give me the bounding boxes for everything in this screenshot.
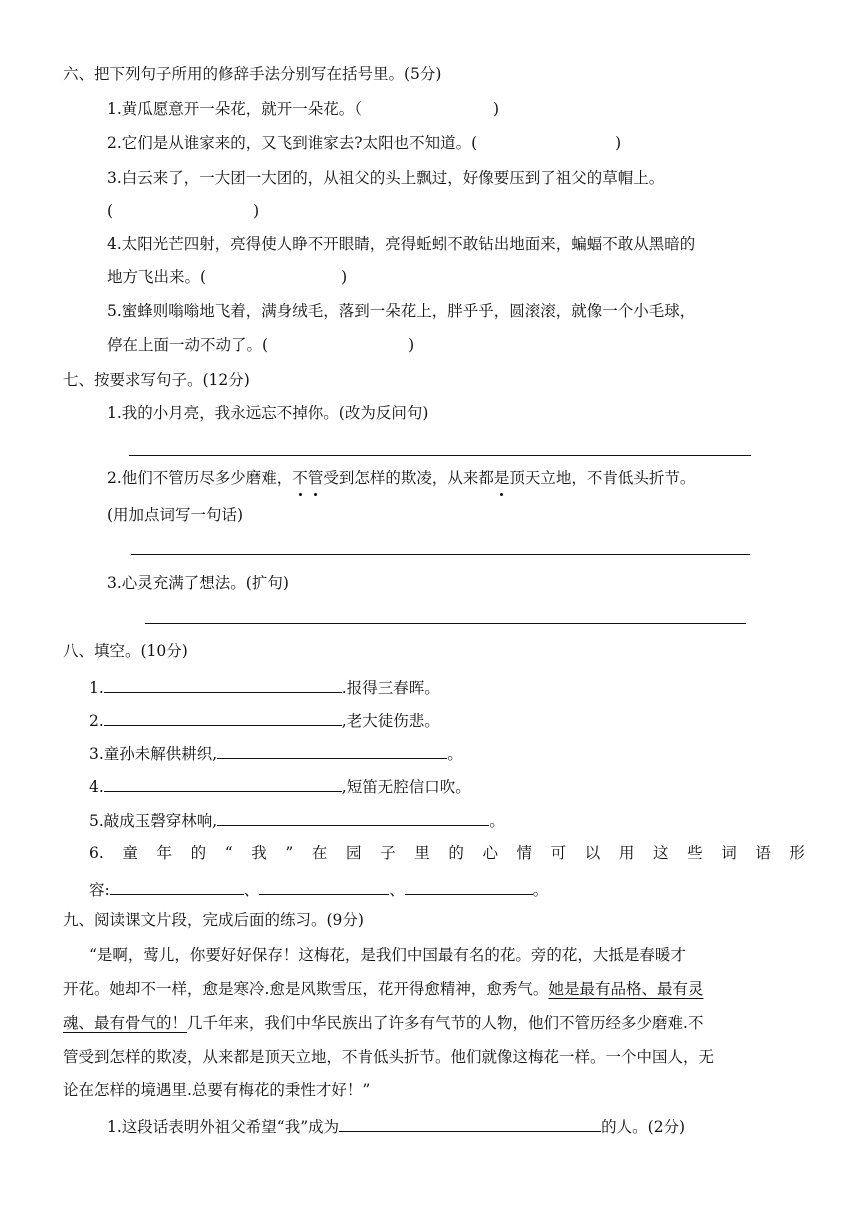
underlined-sentence: 她是最有品格、最有灵 bbox=[548, 980, 704, 998]
sec8-question-3 bbox=[89, 740, 463, 765]
q6-char: 情 bbox=[516, 844, 533, 862]
sec6-q5-text: 停在上面一动不动了。( bbox=[107, 336, 269, 354]
close-paren: ) bbox=[408, 336, 415, 354]
q-number: 2. bbox=[89, 712, 104, 730]
passage-text: 开花。她却不一样，愈是寒冷.愈是风欺雪压，花开得愈精神，愈秀气。 bbox=[63, 980, 549, 998]
section-6-title: 六、把下列句子所用的修辞手法分别写在括号里。(5分) bbox=[63, 65, 442, 83]
q6-char: 以 bbox=[584, 844, 601, 862]
q6-char: 年 bbox=[156, 844, 173, 862]
sec6-q4-line2 bbox=[107, 266, 347, 288]
underlined-sentence: 魂、最有骨气的！ bbox=[63, 1014, 188, 1032]
section-8-title: 八、填空。(10分) bbox=[63, 642, 188, 660]
q6-char: 园 bbox=[346, 844, 362, 862]
sec7-question-1: 1.我的小月亮，我永远忘不掉你。(改为反问句) bbox=[107, 404, 429, 422]
q6-char: 在 bbox=[311, 844, 328, 862]
q6-char: 这 bbox=[652, 844, 669, 862]
q6-char: 心 bbox=[482, 844, 498, 862]
q6-char: 可 bbox=[550, 844, 567, 862]
dotted-word-char: 是 bbox=[493, 469, 510, 487]
q-text: 。 bbox=[447, 745, 463, 763]
q-text: ,老大徒伤悲。 bbox=[341, 712, 440, 730]
passage-line-1: “是啊，莺儿，你要好好保存！这梅花，是我们中国最有名的花。旁的花，大抵是春暖才 bbox=[89, 946, 686, 964]
q-number: 4. bbox=[89, 778, 104, 796]
sec7-question-3: 3.心灵充满了想法。(扩句) bbox=[107, 574, 289, 592]
sec6-q5-line1: 5.蜜蜂则嗡嗡地飞着，满身绒毛，落到一朵花上，胖乎乎，圆滚滚，就像一个小毛球， bbox=[107, 302, 696, 320]
q-text: 3.童孙未解供耕织, bbox=[89, 745, 218, 763]
q6-char: 词 bbox=[721, 844, 737, 862]
sec6-q2-text: 2.它们是从谁家来的，又飞到谁家去?太阳也不知道。( bbox=[107, 134, 478, 152]
sec6-question-1 bbox=[107, 98, 499, 120]
sec6-q3-line2 bbox=[107, 200, 259, 222]
separator: 、 bbox=[243, 881, 260, 899]
close-paren: ) bbox=[493, 100, 500, 118]
fill-blank[interactable] bbox=[217, 807, 489, 826]
separator: 、 bbox=[389, 881, 405, 899]
passage-line-2 bbox=[63, 978, 703, 1000]
section-7-title: 七、按要求写句子。(12分) bbox=[63, 371, 250, 389]
sec6-question-2 bbox=[107, 132, 621, 154]
q2-text-c: 顶天立地，不肯低头折节。 bbox=[509, 469, 696, 487]
q6-char: 子 bbox=[380, 844, 396, 862]
close-paren: ) bbox=[341, 268, 348, 286]
answer-line[interactable] bbox=[129, 455, 751, 456]
fill-blank[interactable] bbox=[217, 740, 447, 759]
q-text: .报得三春晖。 bbox=[341, 679, 440, 697]
fill-blank[interactable] bbox=[104, 707, 342, 726]
q-text: 容: bbox=[89, 881, 110, 899]
sec8-question-4 bbox=[89, 773, 471, 798]
close-paren: ) bbox=[253, 202, 260, 220]
fill-blank[interactable] bbox=[405, 876, 533, 895]
sec6-q4-text: 地方飞出来。( bbox=[107, 268, 207, 286]
q-text: 。 bbox=[532, 881, 549, 899]
dotted-word-char: 不 bbox=[292, 469, 308, 487]
fill-blank[interactable] bbox=[259, 876, 389, 895]
section-9-title: 九、阅读课文片段，完成后面的练习。(9分) bbox=[63, 911, 364, 929]
sec7-q2-note: (用加点词写一句话) bbox=[107, 506, 244, 524]
sec6-q5-line2 bbox=[107, 334, 414, 356]
q6-char: 童 bbox=[122, 844, 138, 862]
fill-blank[interactable] bbox=[104, 773, 342, 792]
q6-char: 我 bbox=[251, 844, 267, 862]
passage-line-4: 管受到怎样的欺凌，从来都是顶天立地，不肯低头折节。他们就像这梅花一样。一个中国人，无 bbox=[63, 1048, 715, 1066]
q-text: 5.敲成玉磬穿林响, bbox=[89, 812, 218, 830]
q2-text-a: 2.他们不管历尽多少磨难， bbox=[107, 469, 293, 487]
sec8-question-2 bbox=[89, 707, 440, 732]
q6-char: ” bbox=[285, 844, 294, 862]
close-paren: ) bbox=[615, 134, 622, 152]
q2-text-b: 受到怎样的欺凌，从来都 bbox=[323, 469, 494, 487]
answer-line[interactable] bbox=[145, 623, 746, 624]
q6-char: 的 bbox=[448, 844, 464, 862]
fill-blank[interactable] bbox=[104, 674, 342, 693]
sec8-question-1 bbox=[89, 674, 440, 699]
q6-char: 语 bbox=[755, 844, 771, 862]
q-text: 。 bbox=[489, 812, 505, 830]
sec8-question-6-line2 bbox=[89, 876, 548, 901]
q6-char: 形 bbox=[789, 844, 805, 862]
open-paren: ( bbox=[107, 202, 114, 220]
sec8-question-6-line1 bbox=[89, 842, 805, 864]
sec7-question-2 bbox=[107, 467, 695, 489]
q-number: 1. bbox=[89, 679, 104, 697]
q6-char: “ bbox=[224, 844, 233, 862]
q6-char: 6. bbox=[89, 844, 104, 862]
sec6-q3-line1: 3.白云来了，一大团一大团的，从祖父的头上飘过，好像要压到了祖父的草帽上。 bbox=[107, 169, 665, 187]
passage-text: 几千年来，我们中华民族出了许多有气节的人物，他们不管历经多少磨难.不 bbox=[187, 1014, 704, 1032]
sec9-question-1 bbox=[107, 1113, 685, 1138]
sec8-question-5 bbox=[89, 807, 505, 832]
dotted-word-char: 管 bbox=[307, 469, 324, 487]
passage-line-3 bbox=[63, 1012, 703, 1034]
passage-line-5: 论在怎样的境遇里.总要有梅花的秉性才好！” bbox=[63, 1081, 371, 1099]
sec6-q4-line1: 4.太阳光芒四射，亮得使人睁不开眼睛，亮得蚯蚓不敢钻出地面来，蝙蝠不敢从黑暗的 bbox=[107, 235, 696, 253]
q6-char: 的 bbox=[190, 844, 207, 862]
q-text: 1.这段话表明外祖父希望“我”成为 bbox=[107, 1118, 340, 1136]
q6-char: 里 bbox=[414, 844, 430, 862]
q6-char: 用 bbox=[618, 844, 635, 862]
fill-blank[interactable] bbox=[110, 876, 244, 895]
q6-char: 些 bbox=[687, 844, 703, 862]
fill-blank[interactable] bbox=[339, 1113, 601, 1132]
answer-line[interactable] bbox=[131, 554, 750, 555]
sec6-q1-text: 1.黄瓜愿意开一朵花，就开一朵花。（ bbox=[107, 100, 363, 118]
q-text: ,短笛无腔信口吹。 bbox=[341, 778, 471, 796]
q-text: 的人。(2分) bbox=[601, 1118, 686, 1136]
